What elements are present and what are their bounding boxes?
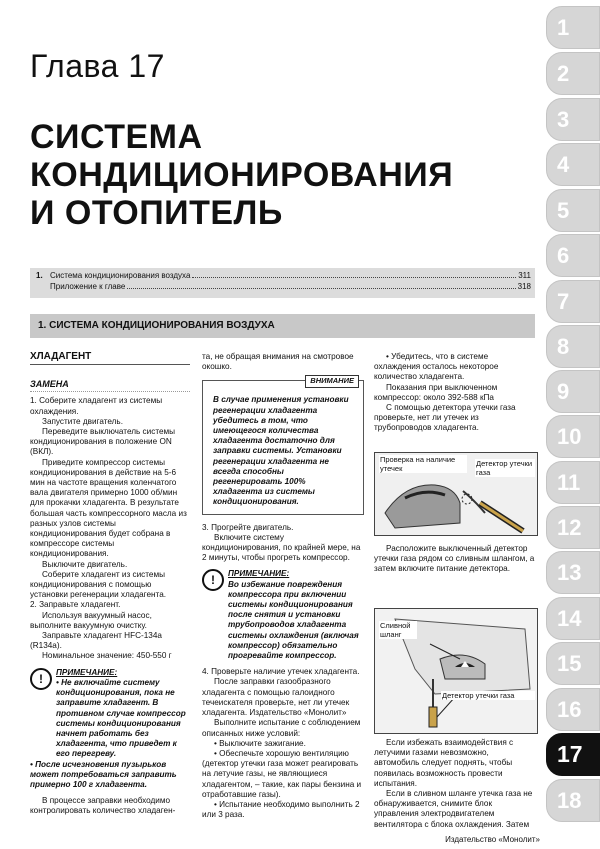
- chapter-title-line-3: И ОТОПИТЕЛЬ: [30, 194, 283, 232]
- figure-label: Проверка на наличие утечек: [379, 455, 467, 473]
- tab-3[interactable]: 3: [546, 98, 600, 141]
- footer-publisher: Издательство «Монолит»: [445, 835, 540, 844]
- toc-dots: [127, 288, 515, 289]
- paragraph: Приведите компрессор системы кондиционирования в действие на 5-6 мин на частоте вращения коленчатого вала двигателя примерно 1000 об/мин для прокачки хладагента. В результате большая часть компрессорного масла из разных узлов системы кондиционирования будет собрана в компрессоре системы кондиционирования.: [30, 457, 187, 559]
- heading-refrigerant: ХЛАДАГЕНТ: [30, 352, 190, 365]
- tab-8[interactable]: 8: [546, 325, 600, 368]
- paragraph: В процессе заправки необходимо контролировать количество хладаген-: [30, 796, 176, 816]
- note-title: ПРИМЕЧАНИЕ:: [56, 667, 118, 677]
- paragraph: Выключите двигатель.: [42, 559, 128, 569]
- paragraph: Соберите хладагент из системы кондиционирования с помощью установки регенерации хладагента.: [30, 569, 167, 600]
- tab-7[interactable]: 7: [546, 280, 600, 323]
- column-1: [30, 352, 190, 817]
- figure-label: Сливной шланг: [379, 621, 417, 639]
- tab-1[interactable]: 1: [546, 6, 600, 49]
- paragraph: Включите систему кондиционирования, по крайней мере, на 2 минуты, чтобы прогреть компрессор.: [202, 532, 361, 563]
- step-3: 3. Прогрейте двигатель.: [202, 522, 294, 532]
- paragraph: Если в сливном шланге утечка газа не обнаруживается, снимите блок управления электродвигателем вентилятора с блока охлаждения. Затем: [374, 789, 533, 829]
- tab-2[interactable]: 2: [546, 52, 600, 95]
- tab-9[interactable]: 9: [546, 370, 600, 413]
- note-title: ПРИМЕЧАНИЕ:: [228, 569, 290, 579]
- tab-13[interactable]: 13: [546, 551, 600, 594]
- chapter-title-line-2: КОНДИЦИОНИРОВАНИЯ: [30, 156, 454, 194]
- note-icon: !: [202, 569, 224, 591]
- step-1: 1. Соберите хладагент из системы охлаждения.: [30, 396, 163, 416]
- figure-leak-check: [374, 452, 538, 536]
- toc-row[interactable]: [30, 270, 535, 281]
- section-number: 1.: [38, 320, 47, 331]
- paragraph: Расположите выключенный детектор утечки газа рядом со сливным шлангом, а затем включите питание детектора.: [374, 544, 535, 574]
- note-text: • Не включайте систему кондиционирования, пока не заправите хладагент. В противном случае компрессор системы кондиционирования начнет работать без хладагента, что приведет к его перегреву.: [56, 677, 186, 759]
- step-4: 4. Проверьте наличие утечек хладагента.: [202, 667, 360, 677]
- bullet: • Выключите зажигание.: [214, 738, 306, 748]
- paragraph: та, не обращая внимания на смотровое окошко.: [202, 352, 354, 372]
- paragraph: Если избежать взаимодействия с летучими газами невозможно, автомобиль следует поднять, чтобы появилась возможность провести испытания.: [374, 738, 514, 788]
- toc-label: Приложение к главе: [50, 282, 126, 291]
- note-text: Во избежание повреждения компрессора при включении системы кондиционирования после снятия и установки трубопроводов хладагента системы охлаждения (включая компрессор) обязательно прогревайте компрессор.: [228, 579, 359, 661]
- paragraph: Показания при выключенном компрессор: около 392-588 кПа: [374, 382, 498, 402]
- column-3-continued: [374, 544, 536, 575]
- tab-17-active[interactable]: 17: [546, 733, 600, 776]
- tab-15[interactable]: 15: [546, 642, 600, 685]
- step-2: 2. Заправьте хладагент.: [30, 600, 121, 610]
- toc-label: Система кондиционирования воздуха: [50, 271, 191, 280]
- bullet: • Убедитесь, что в системе охлаждения осталось некоторое количество хладагента.: [374, 352, 499, 382]
- tab-14[interactable]: 14: [546, 597, 600, 640]
- note-text: • После исчезновения пузырьков может потребоваться заправить примерно 100 г хладагента.: [30, 759, 177, 789]
- note-callout: [202, 569, 364, 661]
- paragraph: С помощью детектора утечки газа проверьте, нет ли утечек из трубопроводов хладагента.: [374, 403, 516, 433]
- bullet: • Испытание необходимо выполнить 2 или 3 раза.: [202, 799, 360, 820]
- paragraph: После заправки газообразного хладагента с помощью галоидного течеискателя проверьте, нет ли утечек хладагента. Издательство «Монолит»: [202, 677, 350, 718]
- bullet: • Обеспечьте хорошую вентиляцию (детектор утечки газа может реагировать на летучие газы, не являющиеся хладагентом, – такие, как пары бензина и отработавшие газы).: [202, 748, 362, 799]
- warning-box: [202, 376, 364, 514]
- warning-text: В случае применения установки регенерации хладагента убедитесь в том, что имеющегося количества хладагента достаточно для заправки системы. Установки регенерации хладагента не всегда способны регенерировать 100% хладагента из системы кондиционирования.: [213, 395, 349, 507]
- tab-18[interactable]: 18: [546, 779, 600, 822]
- tab-16[interactable]: 16: [546, 688, 600, 731]
- tab-12[interactable]: 12: [546, 506, 600, 549]
- figure-drain-hose: [374, 608, 538, 734]
- toc-page: 318: [517, 282, 531, 291]
- note-icon: !: [30, 668, 52, 690]
- tab-5[interactable]: 5: [546, 189, 600, 232]
- section-heading: [30, 314, 535, 338]
- subheading-replacement: ЗАМЕНА: [30, 379, 190, 392]
- chapter-title: [30, 118, 453, 232]
- toc-num: 1.: [36, 271, 43, 280]
- tab-6[interactable]: 6: [546, 234, 600, 277]
- column-3-end: [374, 738, 536, 830]
- chapter-tabs: [544, 0, 600, 849]
- section-title: СИСТЕМА КОНДИЦИОНИРОВАНИЯ ВОЗДУХА: [49, 320, 275, 331]
- nominal-value: Номинальное значение: 450-550 г: [42, 651, 172, 661]
- paragraph: Выполните испытание с соблюдением описанных ниже условий:: [202, 718, 361, 738]
- figure-label: Детектор утечки газа: [475, 459, 535, 477]
- column-2: [202, 352, 364, 820]
- paragraph: Переведите выключатель системы кондиционирования в положение ON (ВКЛ).: [30, 427, 176, 457]
- note-callout: [30, 668, 190, 790]
- tab-4[interactable]: 4: [546, 143, 600, 186]
- tab-10[interactable]: 10: [546, 415, 600, 458]
- toc-row[interactable]: [30, 281, 535, 292]
- tab-11[interactable]: 11: [546, 461, 600, 504]
- paragraph: Запустите двигатель.: [42, 416, 123, 426]
- figure-label: Детектор утечки газа: [441, 691, 535, 700]
- column-3: [374, 352, 536, 434]
- toc-dots: [192, 277, 516, 278]
- table-of-contents: [30, 268, 535, 298]
- paragraph: Используя вакуумный насос, выполните вакуумную очистку.: [30, 610, 152, 630]
- toc-page: 311: [518, 271, 531, 280]
- chapter-title-line-1: СИСТЕМА: [30, 118, 203, 156]
- paragraph: Заправьте хладагент HFC-134a (R134a).: [30, 631, 162, 651]
- chapter-label: Глава 17: [30, 48, 165, 84]
- warning-tag: ВНИМАНИЕ: [305, 375, 359, 387]
